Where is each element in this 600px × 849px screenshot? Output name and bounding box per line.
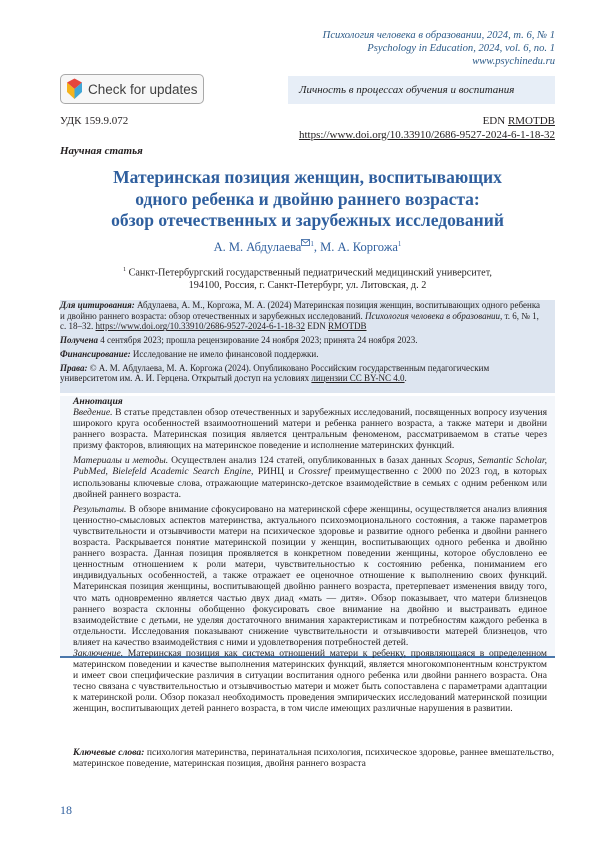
affiliation-mark: 1	[397, 239, 402, 248]
abstract-heading: Аннотация	[73, 396, 123, 407]
abstract-methods-crossref: Crossref	[298, 466, 331, 478]
title-line: обзор отечественных и зарубежных исследований	[111, 210, 504, 230]
envelope-icon[interactable]	[301, 240, 310, 254]
rights-period: .	[404, 373, 407, 384]
abstract-methods-text: Осуществлен анализ 124 статей, опубликованных в базах данных	[171, 455, 443, 467]
affiliation-mark: 1	[310, 239, 314, 248]
author-name[interactable]: М. А. Коргожа	[320, 240, 398, 254]
affiliation	[60, 264, 555, 292]
abstract-intro	[73, 407, 547, 451]
article-type: Научная статья	[60, 145, 143, 157]
received-text: 4 сентября 2023; прошла рецензирование 24 ноября 2023; принята 24 ноября 2023.	[100, 335, 418, 346]
abstract-methods-text: РИНЦ и	[257, 466, 294, 478]
rights-label: Права:	[60, 362, 88, 373]
abstract-methods-text: преимущественно с 2000 по 2023 год, в которых использованы ключевые слова, отражающие материнско-детское взаимодействие в семьях с одним ребенком или двойней раннего возраста.	[73, 466, 547, 500]
abstract-box	[60, 396, 555, 715]
section-rubric: Личность в процессах обучения и воспитания	[288, 76, 555, 104]
journal-title-en: Psychology in Education, 2024, vol. 6, no. 1	[367, 43, 555, 54]
rights-paragraph	[60, 363, 555, 384]
journal-title-ru: Психология человека в образовании, 2024, т. 6, № 1	[322, 30, 555, 41]
affiliation-line: 194100, Россия, г. Санкт-Петербург, ул. Литовская, д. 2	[188, 280, 427, 292]
abstract-conclusion	[73, 648, 547, 715]
journal-header	[323, 29, 555, 68]
citation-volume: т. 6, № 1, с. 18–32.	[60, 310, 539, 332]
author-name[interactable]: А. М. Абдулаева	[213, 240, 302, 254]
affiliation-line: Санкт-Петербургский государственный педиатрический медицинский университет,	[128, 267, 492, 279]
check-for-updates-button[interactable]	[60, 74, 204, 104]
abstract-methods-databases: Scopus, Semantic Scholar, PubMed, Bielefeld Academic Search Engine,	[73, 455, 547, 478]
citation-paragraph	[60, 300, 555, 332]
received-label: Получена	[60, 335, 98, 346]
article-info-box	[60, 300, 555, 393]
keywords-label: Ключевые слова:	[73, 747, 145, 758]
check-for-updates-label: Check for updates	[88, 81, 198, 97]
abstract-results-label: Результаты.	[73, 503, 127, 515]
edn-doi-block	[299, 115, 555, 142]
license-link[interactable]: лицензии CC BY-NC 4.0	[311, 373, 405, 384]
abstract-results	[73, 504, 547, 648]
abstract-intro-text: В статье представлен обзор отечественных и зарубежных исследований, посвященных вопросу изучения широкого круга особенностей взаимоотношений матери и ребенка раннего возраста, а также матери и двойни раннего возраста. Материнская позиция является центральным феноменом, рассматриваемом в статье через призму факторов, влияющих на материнское поведение и исполнение материнских функций.	[73, 407, 547, 452]
affiliation-mark: 1	[123, 267, 127, 273]
citation-text: Абдулаева, А. М., Коргожа, М. А. (2024) Материнская позиция женщин, воспитывающих одного ребенка и двойню раннего возраста: обзор отечественных и зарубежных исследований.	[60, 300, 541, 321]
keywords-text: психология материнства, перинатальная психология, психическое здоровье, раннее вмешательство, материнское поведение, материнская позиция, двойня раннего возраста	[73, 747, 555, 770]
funding-label: Финансирование:	[60, 348, 131, 359]
abstract-methods	[73, 455, 547, 499]
crossmark-icon	[66, 78, 83, 100]
funding-text: Исследование не имело финансовой поддержки.	[132, 348, 319, 359]
citation-doi-link[interactable]: https://www.doi.org/10.33910/2686-9527-2024-6-1-18-32	[95, 321, 305, 332]
authors	[60, 239, 555, 255]
abstract-results-text: В обзоре внимание сфокусировано на материнской сфере женщины, осуществляется анализ влияния ценностно-смысловых аспектов материнства, актуального психоэмоционального состояния, а также параметров чувствительности и отзывчивости матери на психическое здоровье и развитие одного ребенка и двойни раннего возраста. Раскрывается понятие материнской позиции у женщин, воспитывающих одного ребенка и двойню раннего возраста. Данная позиция проявляется в конкретном поведении женщины, которое обусловлено ее ценностным отношением к роли матери, чувствительностью к состоянию ребенка, пониманием его индивидуальных особенностей, а также отражает ее оценочное отношение к выполнению своих функций. Материнская позиция женщины, воспитывающей двойню раннего возраста, претерпевает изменения ввиду того, что мать одновременно является частью двух диад «мать — дитя». Обзор показывает, что матери близнецов раннего возраста склонны обобщенно фокусировать свое внимание на двойню и выстраивать единое взаимодействие с детьми, не уделяя достаточного внимания характеристикам и потребностям каждого ребенка в отдельности. Исследования показывают снижение чувствительности и отзывчивости матерей близнецов, что влияет на качество взаимодействия с ними и удовлетворения потребностей детей.	[73, 503, 547, 648]
title-line: Материнская позиция женщин, воспитывающих	[113, 167, 502, 187]
author-separator: ,	[313, 240, 317, 254]
journal-website[interactable]: www.psychinedu.ru	[472, 56, 555, 67]
citation-edn-prefix: EDN	[307, 321, 326, 332]
udk-code: УДК 159.9.072	[60, 115, 129, 127]
edn-prefix: EDN	[482, 115, 506, 127]
funding-paragraph	[60, 349, 555, 360]
title-line: одного ребенка и двойню раннего возраста:	[135, 188, 480, 209]
abstract-conclusion-text: Материнская позиция как система отношений матери к ребенку, проявляющаяся в определенном материнском поведении и качестве выполнения материнских функций, является многокомпонентным конструктом и имеет свои специфические различия в ситуации воспитания одного ребенка или двойни раннего возраста. Она тесно связана с чувствительностью и отзывчивостью матери и может быть сопоставлена с параметрами адаптации к материнской роли. Обзор показал необходимость проведения эмпирических исследований материнской позиции женщин, воспитывающих детей раннего возраста, в том числе имеющих различные нарушения в развитии.	[73, 647, 547, 715]
abstract-intro-label: Введение.	[73, 407, 113, 418]
received-paragraph	[60, 335, 555, 346]
doi-link[interactable]: https://www.doi.org/10.33910/2686-9527-2024-6-1-18-32	[298, 128, 555, 141]
page-number: 18	[60, 803, 72, 817]
abstract-conclusion-label: Заключение.	[73, 647, 124, 659]
article-title	[60, 167, 555, 232]
citation-journal: Психология человека в образовании,	[365, 310, 503, 321]
abstract-methods-label: Материалы и методы.	[73, 455, 169, 467]
keywords	[73, 747, 555, 769]
citation-label: Для цитирования:	[60, 300, 135, 310]
citation-edn-link[interactable]: RMOTDB	[328, 321, 367, 332]
edn-link[interactable]: RMOTDB	[507, 115, 555, 127]
rights-text: © А. М. Абдулаева, М. А. Коргожа (2024). Опубликовано Российским государственным педагогическим университетом им. А. И. Герцена. Открытый доступ на условиях	[60, 362, 490, 384]
edn-line	[299, 115, 555, 129]
